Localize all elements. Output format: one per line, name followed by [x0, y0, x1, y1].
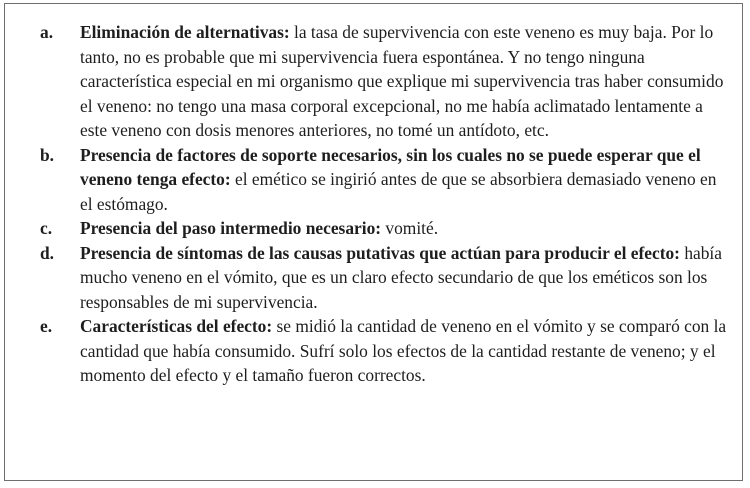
item-marker: b. — [40, 144, 55, 165]
item-term: Presencia de factores de soporte necesarios, sin los cuales no se puede esperar que el veneno tenga efecto: — [80, 144, 701, 189]
item-marker: e. — [40, 316, 53, 336]
item-text: la tasa de supervivencia con este veneno es muy baja. Por lo tanto, no es probable que mi supervivencia fuera espontánea. Y no tengo ninguna característica especial en mi organismo que explique mi supervivencia tras haber consumido el veneno: no tengo una masa corporal excepcional, no me había aclimatado lentamente a este veneno con dosis menores anteriores, no tomé un antídoto, etc. — [80, 22, 724, 140]
list-item — [40, 241, 730, 315]
item-text: se midió la cantidad de veneno en el vómito y se comparó con la cantidad que había consumido. Sufrí solo los efectos de la cantidad restante de veneno; y el momento del efecto y el tamaño fueron correctos. — [80, 316, 727, 385]
item-text: había mucho veneno en el vómito, que es un claro efecto secundario de que los eméticos son los responsables de mi supervivencia. — [80, 242, 722, 312]
item-marker: d. — [40, 242, 55, 263]
text-box — [4, 3, 743, 481]
item-term: Características del efecto: — [80, 316, 273, 336]
item-marker: a. — [40, 22, 54, 42]
item-marker: c. — [40, 218, 53, 238]
list-item — [40, 216, 730, 241]
item-term: Presencia del paso intermedio necesario: — [80, 218, 382, 238]
item-text: el emético se ingirió antes de que se absorbiera demasiado veneno en el estómago. — [80, 169, 717, 214]
criteria-list — [40, 20, 730, 388]
list-item — [40, 20, 730, 143]
item-term: Eliminación de alternativas: — [80, 22, 290, 42]
item-text: vomité. — [381, 218, 439, 238]
list-item — [40, 314, 730, 388]
list-item — [40, 143, 730, 217]
item-term: Presencia de síntomas de las causas putativas que actúan para producir el efecto: — [80, 242, 680, 263]
